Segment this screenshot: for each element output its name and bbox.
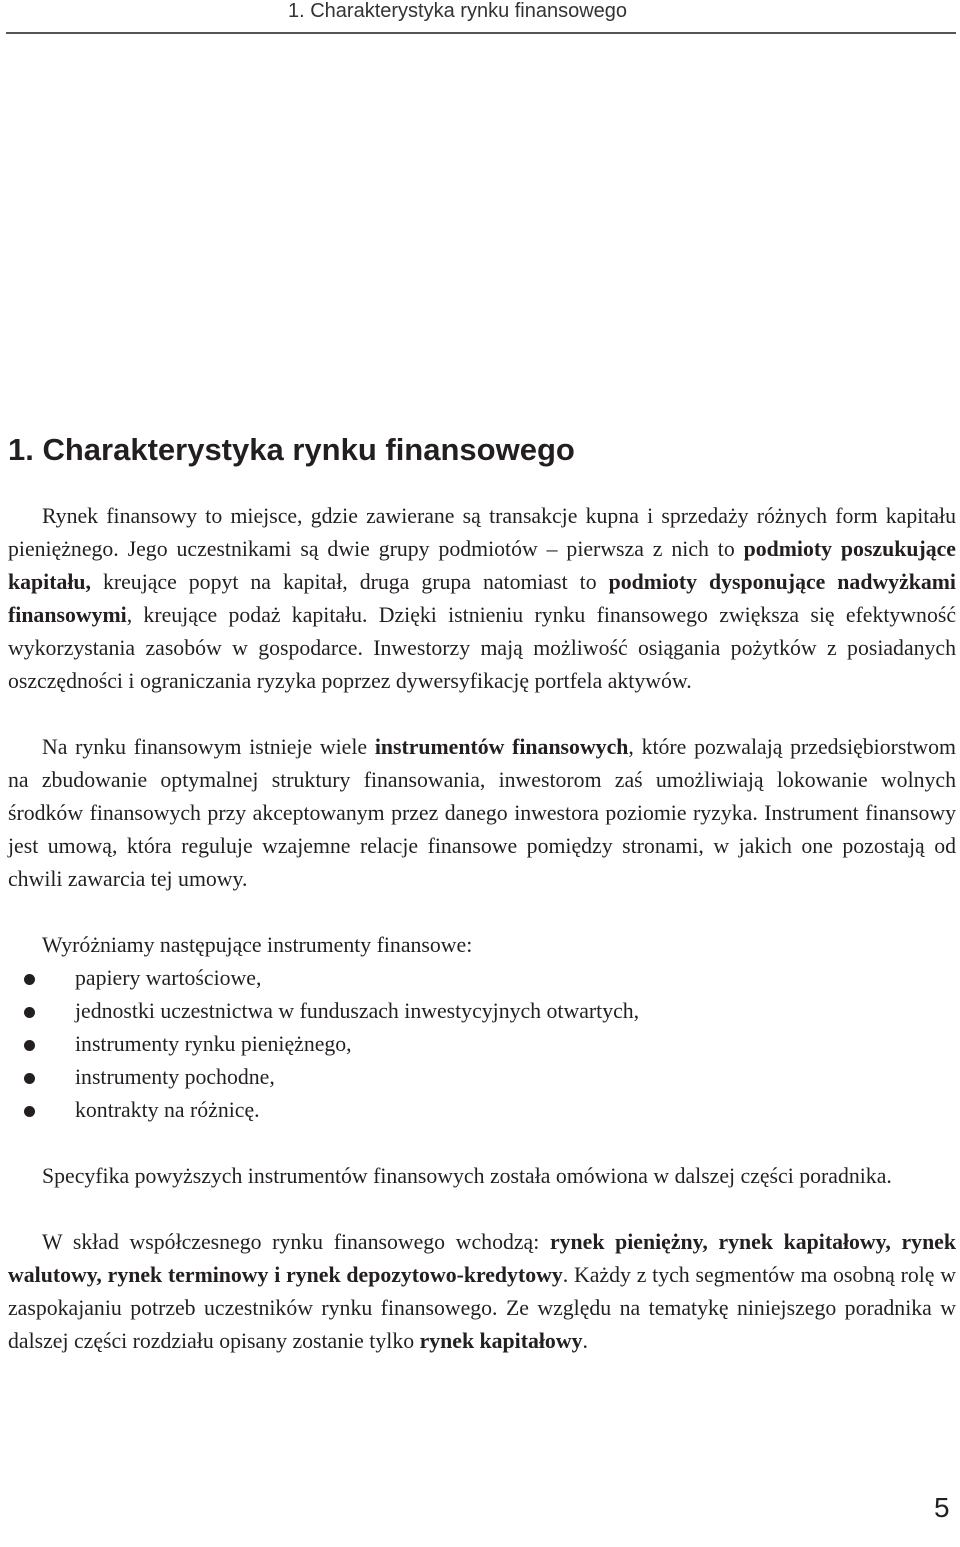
- bold-term: rynek kapitałowy: [419, 1329, 583, 1353]
- text-run: .: [582, 1329, 588, 1353]
- list-item: [8, 962, 956, 995]
- paragraph-market-segments: [8, 1226, 956, 1358]
- list-item: [8, 1061, 956, 1094]
- paragraph-specifics: [8, 1160, 956, 1193]
- list-item-text: papiery wartościowe,: [75, 966, 262, 990]
- header-divider: [6, 32, 956, 34]
- bullet-icon: [24, 1040, 35, 1051]
- text-run: . Każdy z tych segmentów ma osobną rolę w zaspokajaniu potrzeb uczestników rynku finansowego. Ze względu na tematykę niniejszego poradnika w dalszej części rozdziału opisany zostanie tylko: [8, 1263, 957, 1353]
- bold-term: instrumentów finansowych: [374, 735, 629, 759]
- paragraph-gap: [8, 1127, 956, 1160]
- list-item-text: instrumenty rynku pieniężnego,: [75, 1032, 352, 1056]
- running-header-title: 1. Charakterystyka rynku finansowego: [288, 0, 628, 22]
- paragraph-gap: [8, 1193, 956, 1226]
- paragraph-gap: [8, 896, 956, 929]
- text-run: W skład współczesnego rynku finansowego wchodzą:: [42, 1230, 550, 1254]
- list-item-text: jednostki uczestnictwa w funduszach inwestycyjnych otwartych,: [75, 999, 640, 1023]
- chapter-body: [8, 500, 956, 1358]
- chapter-title: 1. Charakterystyka rynku finansowego: [8, 432, 575, 467]
- list-item-text: kontrakty na różnicę.: [75, 1098, 260, 1122]
- bold-term: podmioty dysponujące nadwyżkami finansowymi: [8, 570, 956, 627]
- list-item: [8, 995, 956, 1028]
- list-item: [8, 1094, 956, 1127]
- bullet-icon: [24, 1073, 35, 1084]
- paragraph-instruments: [8, 731, 956, 896]
- text-run: Rynek finansowy to miejsce, gdzie zawierane są transakcje kupna i sprzedaży różnych form kapitału pieniężnego. Jego uczestnikami są dwie grupy podmiotów – pierwsza z nich to: [8, 504, 956, 561]
- text-run: Wyróżniamy następujące instrumenty finansowe:: [42, 933, 473, 957]
- text-run: , które pozwalają przedsiębiorstwom na zbudowanie optymalnej struktury finansowania, inwestorom zaś umożliwiają lokowanie wolnych środków finansowych przy akceptowanym przez danego inwestora poziomie ryzyka. Instrument finansowy jest umową, która reguluje wzajemne relacje finansowe pomiędzy stronami, w jakich one pozostają od chwili zawarcia tej umowy.: [8, 735, 957, 891]
- bullet-icon: [24, 1106, 35, 1117]
- bold-term: podmioty poszukujące kapitału,: [8, 537, 956, 594]
- running-header: [0, 0, 960, 32]
- list-item-text: instrumenty pochodne,: [75, 1065, 275, 1089]
- paragraph-gap: [8, 698, 956, 731]
- text-run: Specyfika powyższych instrumentów finansowych została omówiona w dalszej części poradnika.: [42, 1164, 892, 1188]
- text-run: , kreujące podaż kapitału. Dzięki istnieniu rynku finansowego zwiększa się efektywność wykorzystania zasobów w gospodarce. Inwestorzy mają możliwość osiągania pożytków z posiadanych oszczędności i ograniczania ryzyka poprzez dywersyfikację portfela aktywów.: [8, 603, 956, 693]
- paragraph-list-intro: [8, 929, 956, 962]
- paragraph-market-definition: [8, 500, 956, 698]
- text-run: Na rynku finansowym istnieje wiele: [42, 735, 375, 759]
- instruments-list: [8, 962, 956, 1127]
- bullet-icon: [24, 1007, 35, 1018]
- bold-term: rynek pieniężny, rynek kapitałowy, rynek walutowy, rynek terminowy i rynek depozytowo-kredytowy: [8, 1230, 956, 1287]
- bullet-icon: [24, 974, 35, 985]
- page-number: 5: [934, 1492, 950, 1523]
- text-run: kreujące popyt na kapitał, druga grupa natomiast to: [90, 570, 609, 594]
- list-item: [8, 1028, 956, 1061]
